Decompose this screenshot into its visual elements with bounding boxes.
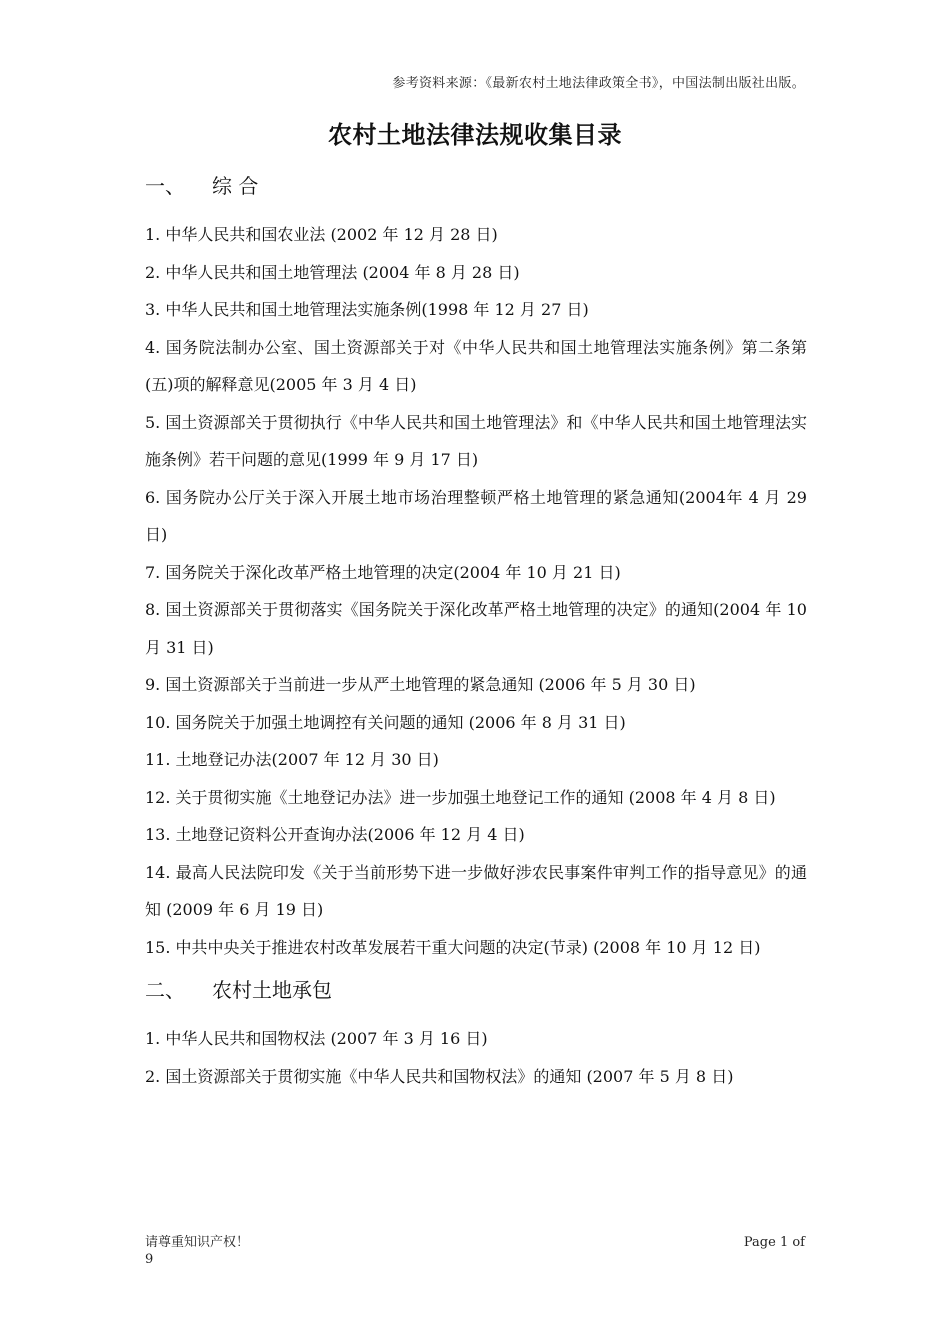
section-heading-general — [145, 170, 807, 208]
source-note: 参考资料来源：《最新农村土地法律政策全书》，中国法制出版社出版。 — [392, 76, 805, 91]
list-item: 6. 国务院办公厅关于深入开展土地市场治理整顿严格土地管理的紧急通知(2004年 4 月 29 日) — [145, 487, 807, 544]
list-item: 2. 中华人民共和国土地管理法 (2004 年 8 月 28 日) — [145, 262, 520, 282]
section-title: 综 合 — [212, 174, 259, 198]
section-title: 农村土地承包 — [212, 978, 332, 1002]
list-item: 2. 国土资源部关于贯彻实施《中华人民共和国物权法》的通知 (2007 年 5 月 8 日) — [145, 1066, 734, 1086]
footer-total-pages: 9 — [145, 1252, 154, 1267]
section-number: 二、 — [145, 978, 185, 1002]
list-item: 1. 中华人民共和国物权法 (2007 年 3 月 16 日) — [145, 1029, 488, 1048]
list-item: 1. 中华人民共和国农业法 (2002 年 12 月 28 日) — [145, 225, 498, 244]
list-item: 15. 中共中央关于推进农村改革发展若干重大问题的决定(节录) (2008 年 10 月 12 日) — [145, 937, 761, 957]
footer-page-label: Page 1 of — [743, 1235, 805, 1250]
list-item: 5. 国土资源部关于贯彻执行《中华人民共和国土地管理法》和《中华人民共和国土地管理法实施条例》若干问题的意见(1999 年 9 月 17 日) — [145, 412, 807, 469]
list-item: 9. 国土资源部关于当前进一步从严土地管理的紧急通知 (2006 年 5 月 30 日) — [145, 675, 696, 694]
list-item: 4. 国务院法制办公室、国土资源部关于对《中华人民共和国土地管理法实施条例》第二条第(五)项的解释意见(2005 年 3 月 4 日) — [145, 337, 807, 394]
list-item: 8. 国土资源部关于贯彻落实《国务院关于深化改革严格土地管理的决定》的通知(2004 年 10 月 31 日) — [145, 600, 807, 657]
section-number: 一、 — [145, 174, 185, 198]
document-title: 农村土地法律法规收集目录 — [328, 121, 622, 149]
list-item: 10. 国务院关于加强土地调控有关问题的通知 (2006 年 8 月 31 日) — [145, 712, 626, 732]
list-item: 13. 土地登记资料公开查询办法(2006 年 12 月 4 日) — [145, 825, 525, 844]
document-body — [145, 170, 807, 1095]
list-item: 3. 中华人民共和国土地管理法实施条例(1998 年 12 月 27 日) — [145, 300, 589, 319]
list-item: 14. 最高人民法院印发《关于当前形势下进一步做好涉农民事案件审判工作的指导意见》的通知 (2009 年 6 月 19 日) — [145, 862, 807, 919]
section-heading-rural-land-contracting — [145, 974, 807, 1012]
footer-notice: 请尊重知识产权！ — [145, 1235, 250, 1250]
list-item: 12. 关于贯彻实施《土地登记办法》进一步加强土地登记工作的通知 (2008 年 4 月 8 日) — [145, 787, 776, 807]
list-item: 11. 土地登记办法(2007 年 12 月 30 日) — [145, 750, 439, 769]
list-item: 7. 国务院关于深化改革严格土地管理的决定(2004 年 10 月 21 日) — [145, 562, 621, 582]
